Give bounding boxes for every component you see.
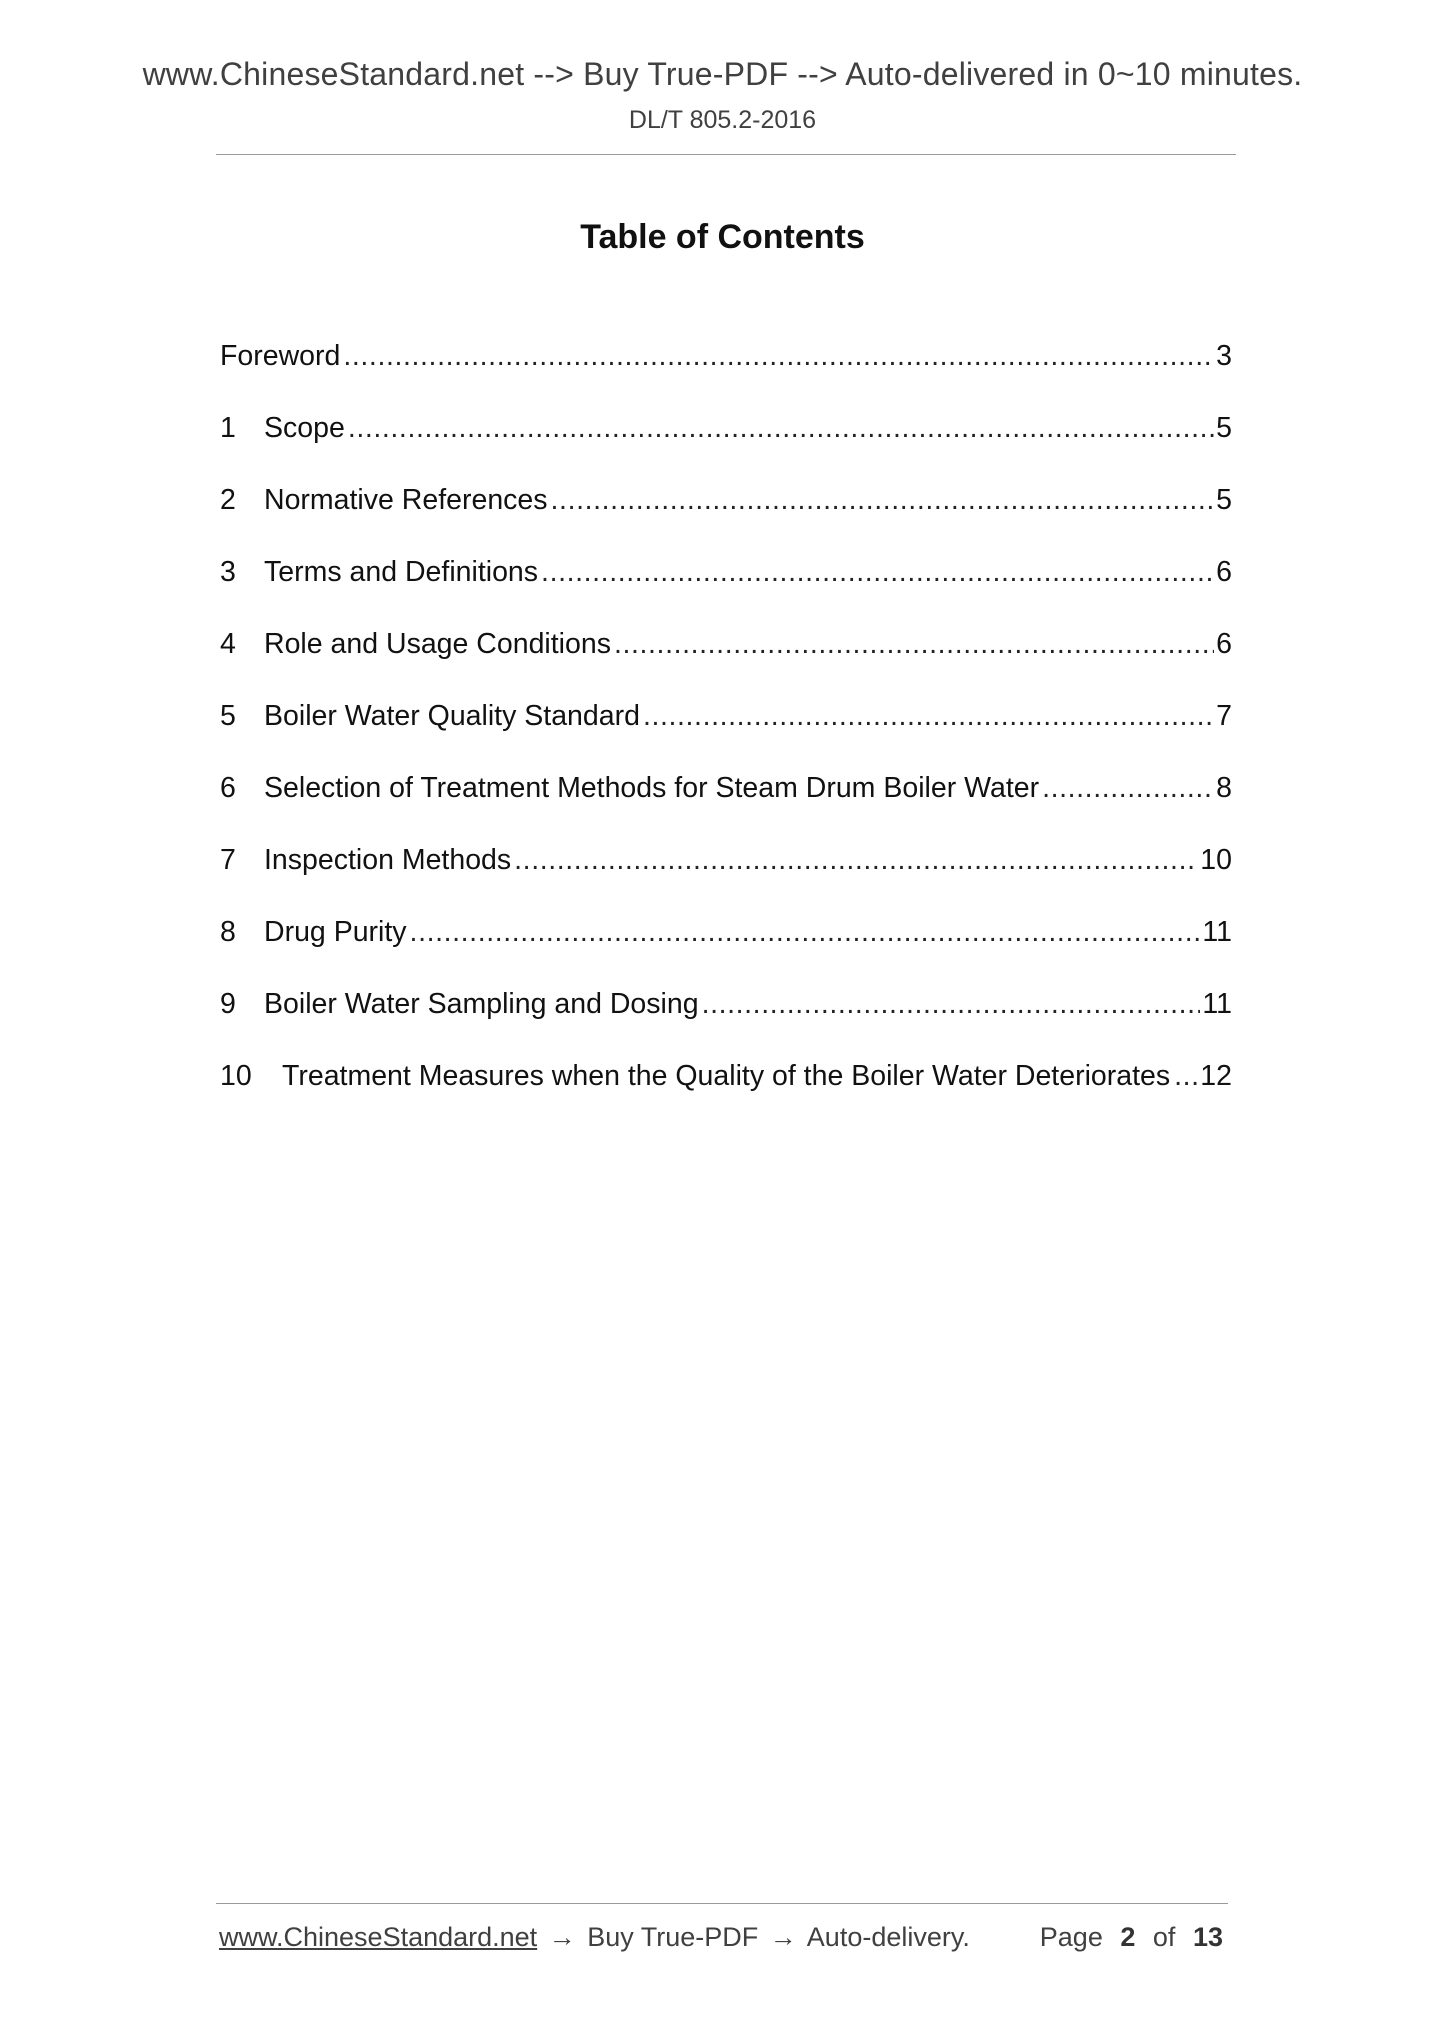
toc-entry-number: 4 [220, 628, 236, 660]
toc-entry-page: 6 [1216, 556, 1232, 588]
toc-entry-title: Foreword [220, 340, 341, 372]
toc-entry-number: 1 [220, 412, 236, 444]
dot-leader [343, 336, 1214, 376]
toc-entry-number: 9 [220, 988, 236, 1020]
dot-leader [643, 696, 1214, 736]
current-page-number: 2 [1120, 1922, 1136, 1952]
header-divider [216, 154, 1236, 155]
toc-entry-number: 6 [220, 772, 236, 804]
toc-entry-normative-references[interactable] [220, 480, 1232, 552]
dot-leader [410, 912, 1201, 952]
right-arrow-icon: → [548, 1922, 576, 1952]
toc-entry-number: 8 [220, 916, 236, 948]
toc-entry-page: 5 [1216, 484, 1232, 516]
auto-delivery-text: Auto-delivery. [806, 1922, 970, 1952]
standard-code: DL/T 805.2-2016 [628, 106, 817, 134]
toc-entry-drug-purity[interactable] [220, 912, 1232, 984]
toc-entry-title: Normative References [264, 484, 548, 516]
toc-entry-foreword[interactable] [220, 336, 1232, 408]
toc-entry-title: Treatment Measures when the Quality of the Boiler Water Deteriorates [282, 1060, 1171, 1092]
toc-entry-title: Scope [264, 412, 345, 444]
toc-entry-selection-of-treatment-methods[interactable] [220, 768, 1232, 840]
right-arrow-icon: → [769, 1922, 797, 1952]
toc-entry-number: 3 [220, 556, 236, 588]
toc-entry-title: Selection of Treatment Methods for Steam Drum Boiler Water [264, 772, 1040, 804]
toc-entry-page: 7 [1216, 700, 1232, 732]
toc-entry-number: 2 [220, 484, 236, 516]
toc-entry-page: 8 [1216, 772, 1232, 804]
toc-entry-page: 6 [1216, 628, 1232, 660]
dot-leader [551, 480, 1215, 520]
site-link[interactable]: www.ChineseStandard.net [219, 1922, 538, 1952]
toc-entry-number: 7 [220, 844, 236, 876]
toc-entry-title: Terms and Definitions [264, 556, 539, 588]
total-pages-number: 13 [1192, 1922, 1223, 1952]
of-label: of [1152, 1922, 1176, 1952]
toc-entry-title: Role and Usage Conditions [264, 628, 611, 660]
toc-entry-page: 11 [1202, 988, 1232, 1020]
toc-entry-title: Inspection Methods [264, 844, 512, 876]
toc-entry-sampling-and-dosing[interactable] [220, 984, 1232, 1056]
toc-entry-number: 5 [220, 700, 236, 732]
dot-leader [541, 552, 1214, 592]
page-label: Page [1039, 1922, 1103, 1952]
page-indicator [1040, 1922, 1223, 1953]
dot-leader [348, 408, 1214, 448]
toc-entry-page: 5 [1216, 412, 1232, 444]
footer-promo [219, 1922, 970, 1953]
dot-leader [1042, 768, 1214, 808]
toc-entry-title: Boiler Water Sampling and Dosing [264, 988, 699, 1020]
toc-title: Table of Contents [580, 218, 865, 256]
table-of-contents [220, 336, 1232, 1128]
header-banner: www.ChineseStandard.net --> Buy True-PDF --> Auto-delivered in 0~10 minutes. [142, 56, 1303, 92]
toc-entry-page: 12 [1200, 1060, 1232, 1092]
dot-leader [702, 984, 1201, 1024]
toc-entry-scope[interactable] [220, 408, 1232, 480]
footer-divider [216, 1903, 1228, 1904]
buy-true-pdf-text: Buy True-PDF [587, 1922, 759, 1952]
toc-entry-page: 11 [1202, 916, 1232, 948]
toc-entry-role-and-usage-conditions[interactable] [220, 624, 1232, 696]
toc-entry-number: 10 [220, 1060, 252, 1092]
toc-entry-title: Boiler Water Quality Standard [264, 700, 640, 732]
toc-entry-terms-and-definitions[interactable] [220, 552, 1232, 624]
toc-entry-page: 10 [1200, 844, 1232, 876]
toc-entry-title: Drug Purity [264, 916, 407, 948]
toc-entry-inspection-methods[interactable] [220, 840, 1232, 912]
dot-leader [1174, 1056, 1198, 1096]
dot-leader [614, 624, 1214, 664]
dot-leader [514, 840, 1198, 880]
toc-entry-boiler-water-quality-standard[interactable] [220, 696, 1232, 768]
toc-entry-treatment-measures[interactable] [220, 1056, 1232, 1128]
toc-entry-page: 3 [1216, 340, 1232, 372]
